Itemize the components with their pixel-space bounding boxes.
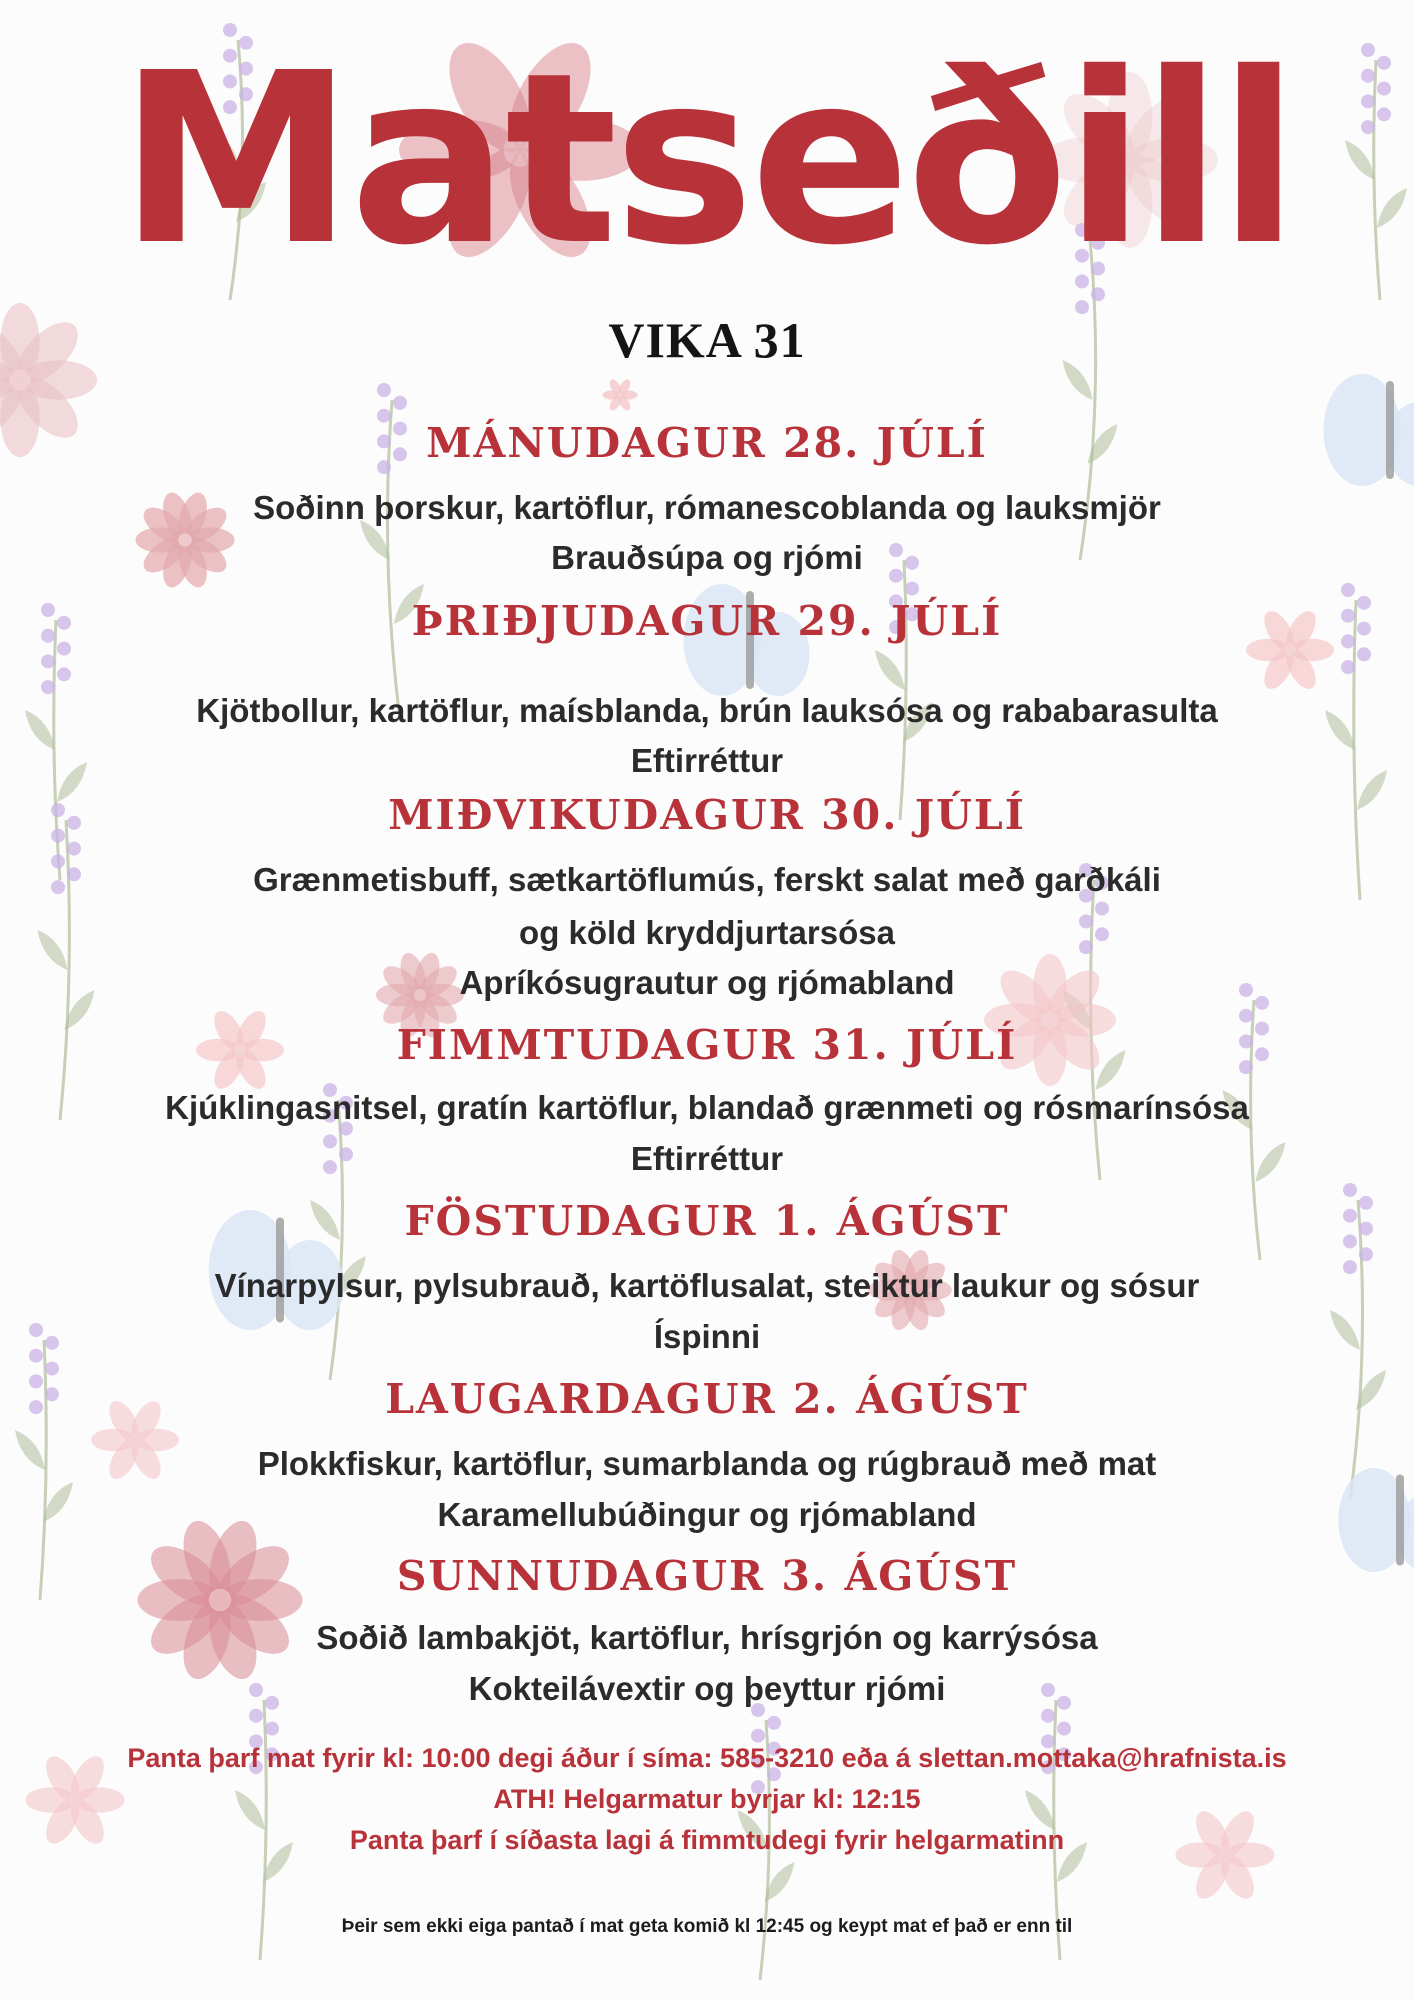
day-heading-wednesday: MIÐVIKUDAGUR 30. JÚLÍ: [388, 791, 1026, 839]
dish-line: Soðinn þorskur, kartöflur, rómanescoblanda og lauksmjör: [253, 489, 1161, 526]
dish-line: Brauðsúpa og rjómi: [551, 539, 863, 576]
order-note: Panta þarf mat fyrir kl: 10:00 degi áður í síma: 585-3210 eða á slettan.mottaka@hrafnista.is: [127, 1743, 1287, 1773]
day-heading-friday: FÖSTUDAGUR 1. ÁGÚST: [404, 1197, 1010, 1245]
dish-line: Soðið lambakjöt, kartöflur, hrísgrjón og karrýsósa: [316, 1619, 1098, 1656]
dish-line: og köld kryddjurtarsósa: [519, 914, 895, 951]
dish-line: Eftirréttur: [630, 1140, 784, 1177]
dish-line: Kokteilávextir og þeyttur rjómi: [468, 1670, 946, 1707]
footer-note: Þeir sem ekki eiga pantað í mat geta komið kl 12:45 og keypt mat ef það er enn til: [341, 1916, 1073, 1937]
menu-title: Matseðill: [118, 22, 1296, 297]
day-heading-thursday: FIMMTUDAGUR 31. JÚLÍ: [396, 1021, 1018, 1069]
dish-line: Apríkósugrautur og rjómabland: [459, 964, 955, 1001]
dish-line: Íspinni: [653, 1318, 761, 1355]
dish-line: Kjötbollur, kartöflur, maísblanda, brún lauksósa og rababarasulta: [196, 692, 1218, 729]
deadline-note: Panta þarf í síðasta lagi á fimmtudegi fyrir helgarmatinn: [349, 1825, 1065, 1855]
weekend-note: ATH! Helgarmatur byrjar kl: 12:15: [493, 1784, 921, 1814]
day-heading-tuesday: ÞRIÐJUDAGUR 29. JÚLÍ: [411, 597, 1003, 645]
week-label: VIKA 31: [608, 312, 806, 368]
dish-line: Kjúklingasnitsel, gratín kartöflur, blandað grænmeti og rósmarínsósa: [165, 1089, 1249, 1126]
dish-line: Grænmetisbuff, sætkartöflumús, ferskt salat með garðkáli: [253, 861, 1161, 898]
dish-line: Plokkfiskur, kartöflur, sumarblanda og rúgbrauð með mat: [257, 1445, 1157, 1482]
dish-line: Eftirréttur: [630, 742, 784, 779]
dish-line: Vínarpylsur, pylsubrauð, kartöflusalat, steiktur laukur og sósur: [214, 1267, 1200, 1304]
day-heading-sunday: SUNNUDAGUR 3. ÁGÚST: [396, 1552, 1018, 1600]
dish-line: Karamellubúðingur og rjómabland: [437, 1496, 977, 1533]
day-heading-monday: MÁNUDAGUR 28. JÚLÍ: [426, 419, 988, 467]
day-heading-saturday: LAUGARDAGUR 2. ÁGÚST: [385, 1375, 1029, 1423]
